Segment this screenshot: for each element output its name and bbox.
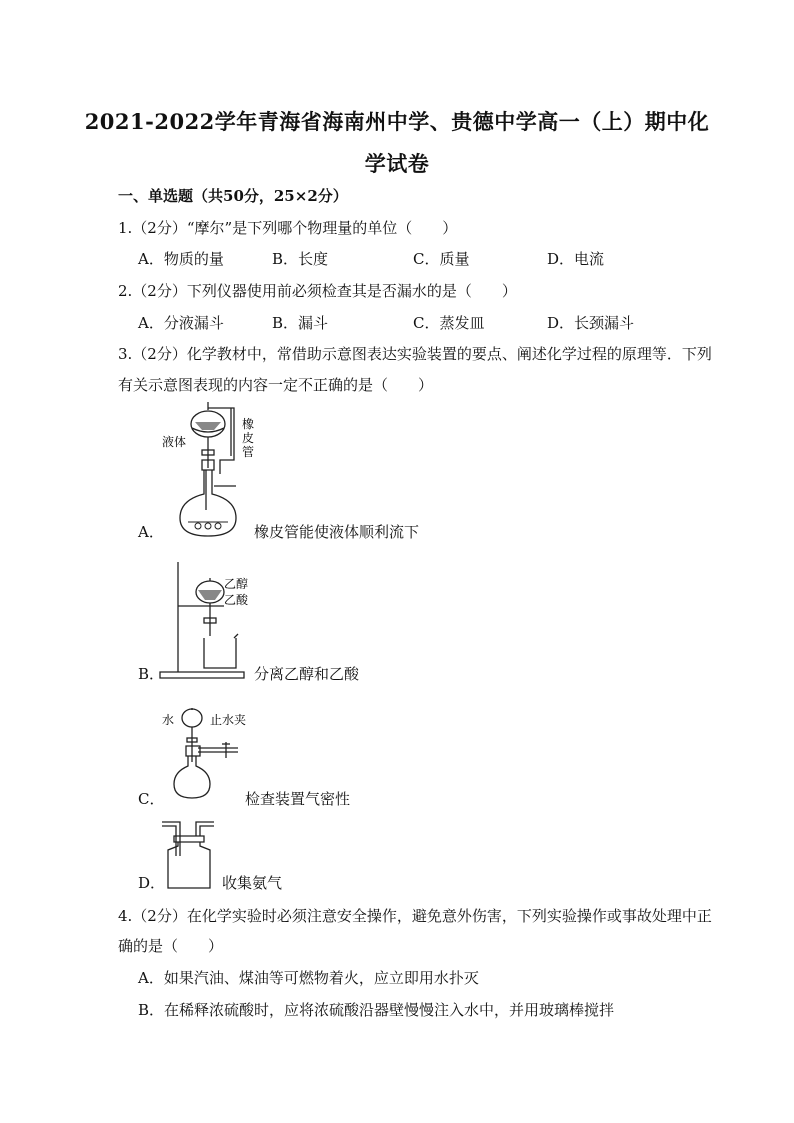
- question-3-stem-line-2: 有关示意图表现的内容一定不正确的是（ ）: [118, 376, 434, 394]
- section-heading: 一、单选题（共50分，25×2分）: [118, 187, 348, 205]
- q2-option-a: A．分液漏斗: [138, 314, 224, 332]
- label-water: 水: [162, 713, 175, 727]
- label-rubber-1: 橡: [242, 417, 255, 431]
- title-line-1: 2021-2022学年青海省海南州中学、贵德中学高一（上）期中化: [84, 109, 710, 134]
- q3-option-c-text: 检查装置气密性: [245, 790, 351, 808]
- gas-collection-bottle-diagram: [158, 816, 220, 890]
- q3-option-d-letter: D．: [138, 874, 166, 892]
- label-acetic-acid: 乙酸: [224, 593, 249, 607]
- title-line-2: 学试卷: [364, 151, 430, 176]
- q3-option-a-letter: A．: [138, 523, 164, 541]
- q3-option-d-text: 收集氨气: [222, 874, 283, 892]
- q3-option-c-letter: C．: [138, 790, 165, 808]
- label-liquid: 液体: [162, 435, 187, 449]
- q2-option-b: B．漏斗: [272, 314, 329, 332]
- label-rubber-3: 管: [242, 445, 255, 459]
- question-3-stem-line-1: 3.（2分）化学教材中，常借助示意图表达实验装置的要点、阐述化学过程的原理等．下列: [118, 345, 712, 363]
- q2-option-c: C．蒸发皿: [413, 314, 485, 332]
- label-ethanol: 乙醇: [224, 577, 249, 591]
- q2-option-d: D．长颈漏斗: [547, 314, 635, 332]
- q1-option-d: D．电流: [547, 250, 605, 268]
- question-2-stem: 2.（2分）下列仪器使用前必须检查其是否漏水的是（ ）: [118, 282, 517, 300]
- q3-option-b-letter: B．: [138, 665, 165, 683]
- question-4-stem-line-1: 4.（2分）在化学实验时必须注意安全操作，避免意外伤害，下列实验操作或事故处理中正: [118, 907, 712, 925]
- airtightness-check-diagram: [160, 700, 250, 800]
- q1-option-b: B．长度: [272, 250, 329, 268]
- q3-option-a-text: 橡皮管能使液体顺利流下: [254, 523, 420, 541]
- q4-option-b: B．在稀释浓硫酸时，应将浓硫酸沿器壁慢慢注入水中，并用玻璃棒搅拌: [138, 1001, 615, 1019]
- q4-option-a: A．如果汽油、煤油等可燃物着火，应立即用水扑灭: [138, 969, 479, 987]
- separatory-funnel-diagram: [158, 398, 258, 538]
- q1-option-c: C．质量: [413, 250, 470, 268]
- question-4-stem-line-2: 确的是（ ）: [118, 937, 224, 955]
- q3-option-b-text: 分离乙醇和乙酸: [254, 665, 360, 683]
- label-stop-clamp: 止水夹: [210, 713, 247, 727]
- separation-apparatus-diagram: [158, 556, 250, 684]
- label-rubber-2: 皮: [242, 431, 255, 445]
- q1-option-a: A．物质的量: [138, 250, 224, 268]
- question-1-stem: 1.（2分）“摩尔”是下列哪个物理量的单位（ ）: [118, 219, 458, 237]
